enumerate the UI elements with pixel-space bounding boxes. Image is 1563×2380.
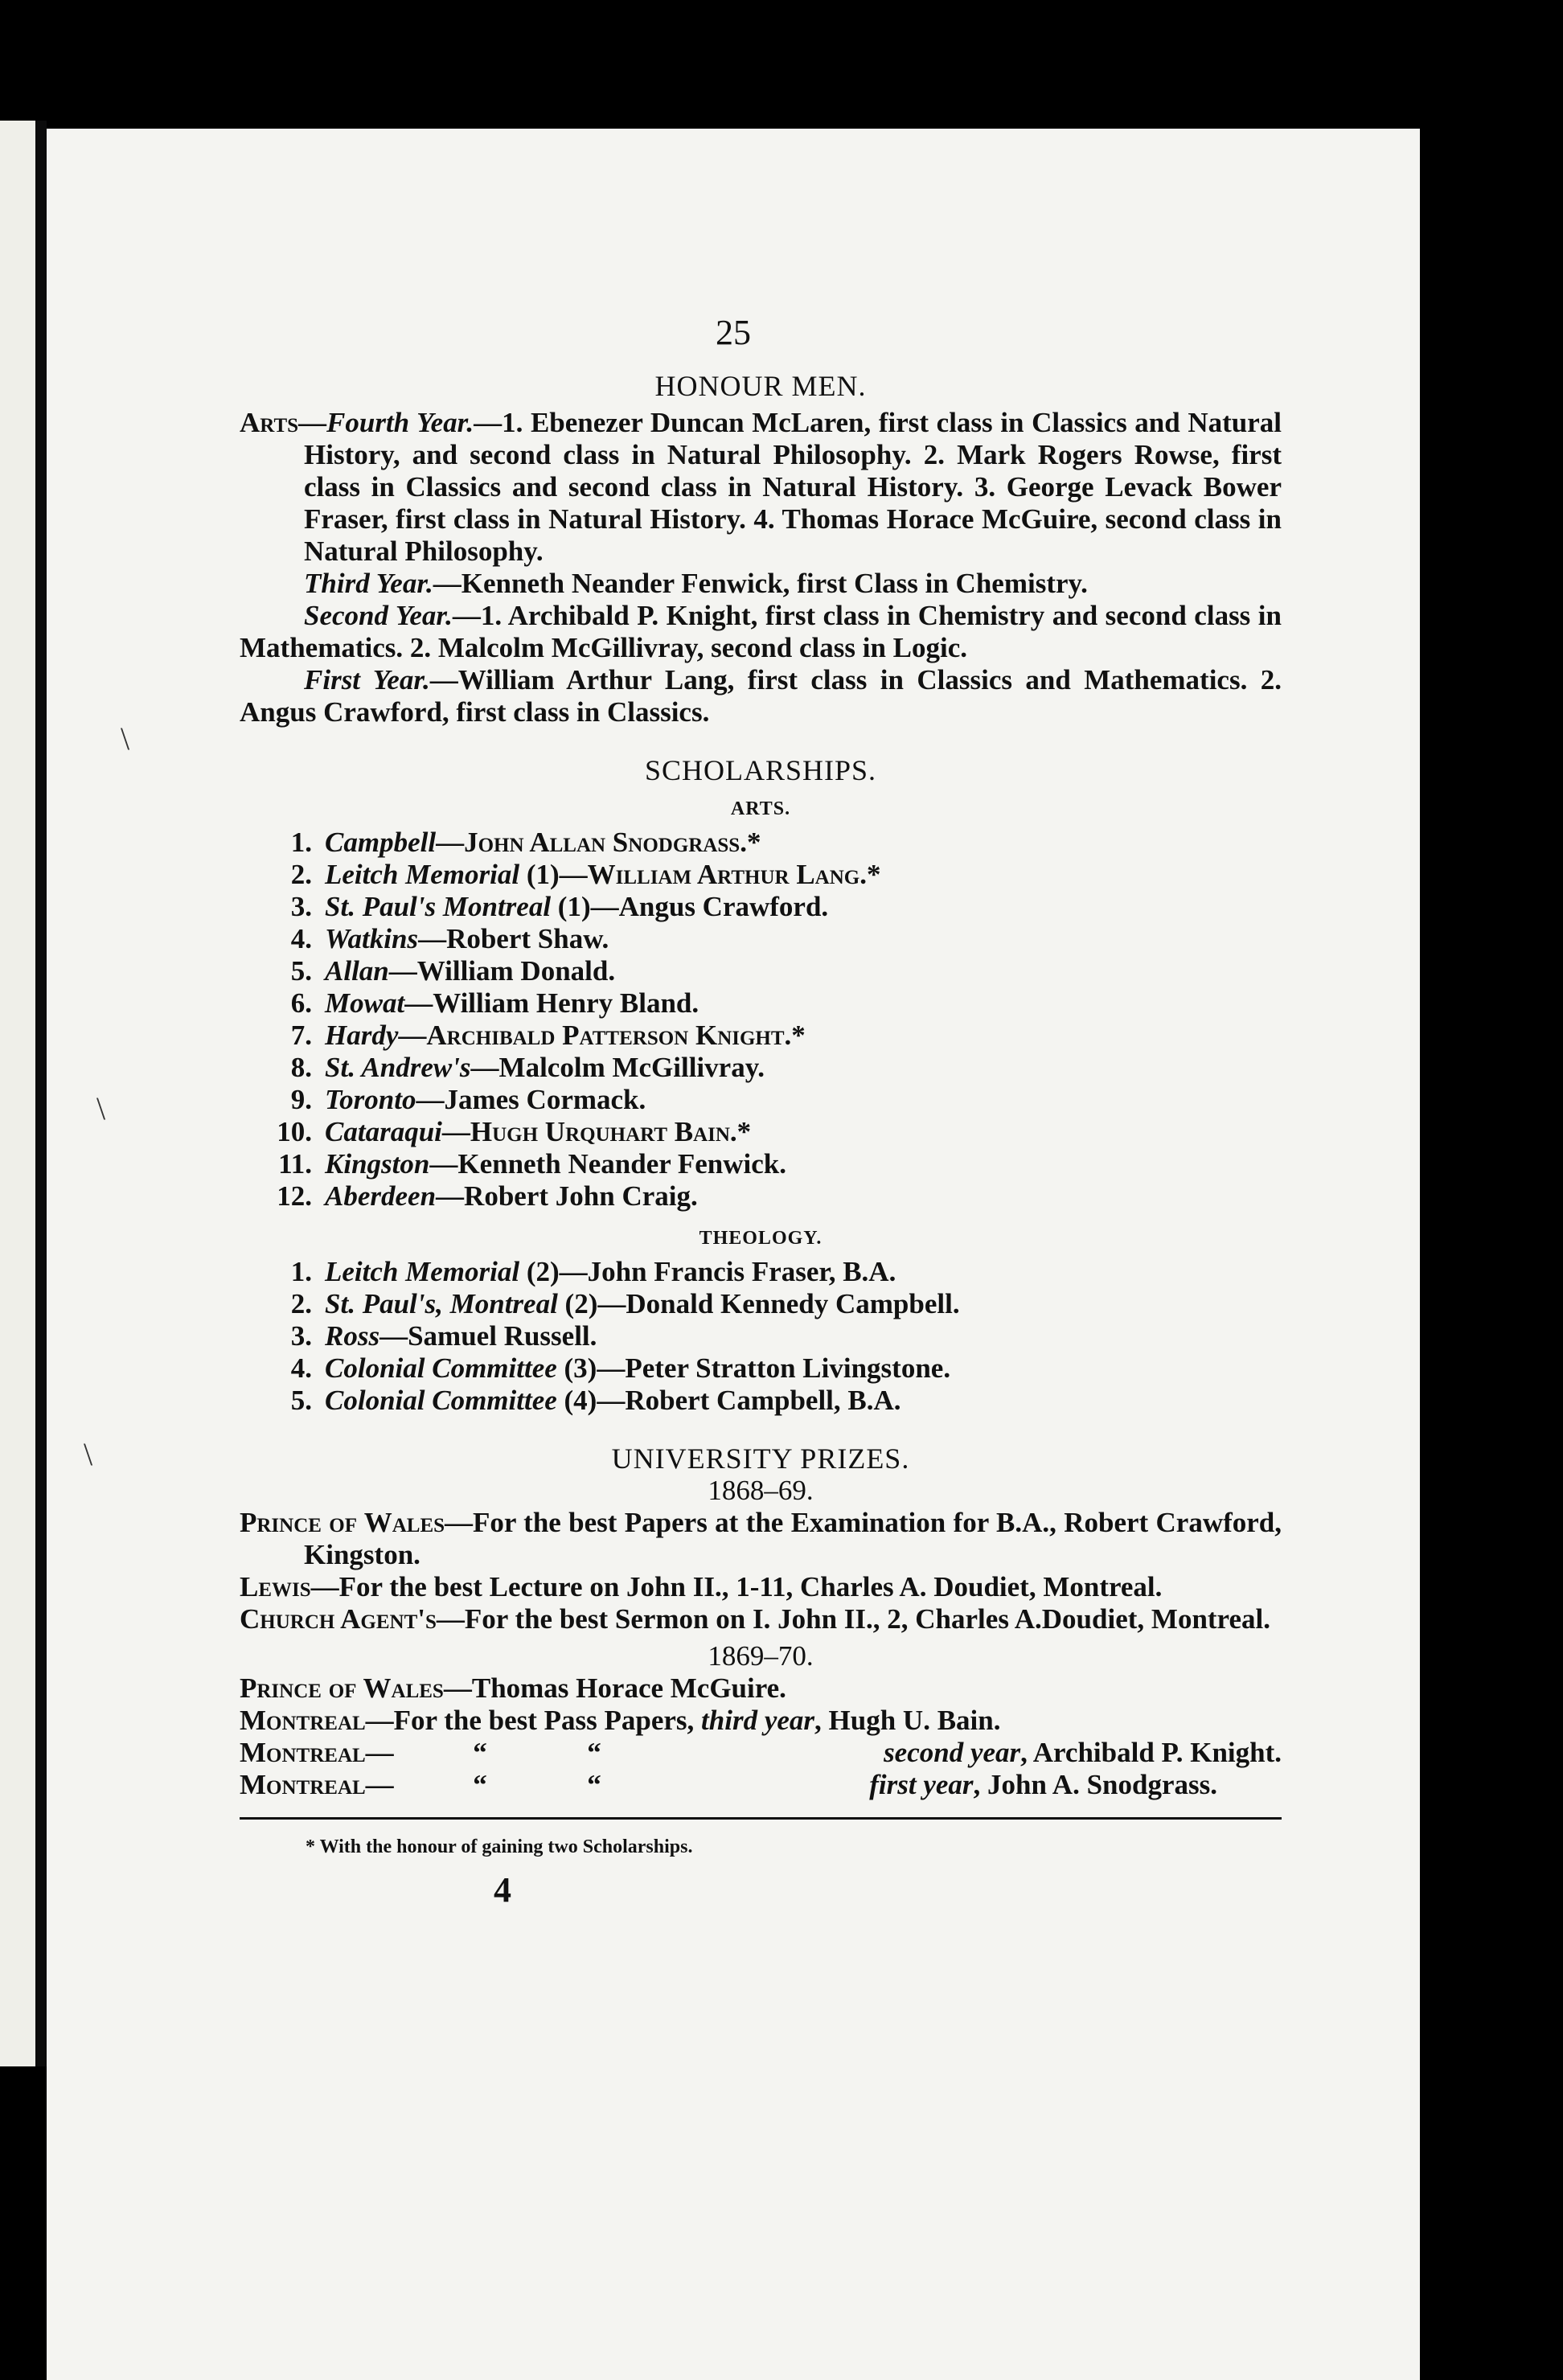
prize-name: Montreal— [240, 1769, 394, 1800]
scholarship-name: Aberdeen [325, 1180, 437, 1212]
scholarship-suffix: — [470, 1052, 499, 1083]
scholarship-suffix: — [441, 1116, 470, 1147]
prize-text: —For the best Papers at the Examination for B.A., Robert Crawford, Kingston. [304, 1507, 1282, 1570]
scholarship-name: Colonial Committee [325, 1352, 557, 1384]
honour-men-heading: HONOUR MEN. [654, 370, 867, 402]
scholarship-name: Campbell [325, 827, 437, 858]
item-number: 12. [277, 1180, 312, 1212]
prize-name: Church Agent's [240, 1603, 437, 1635]
prize-text: —For the best Lecture on John II., 1-11, Charles A. Doudiet, Montreal. [310, 1571, 1163, 1602]
book-page [47, 129, 1420, 2380]
second-year [240, 600, 1282, 664]
item-number: 10. [277, 1116, 312, 1147]
scholarship-item [240, 1288, 1282, 1320]
scholarship-holder: William Henry Bland. [433, 987, 699, 1019]
prize-year-label: first year [869, 1769, 974, 1800]
prize-text [651, 1737, 1282, 1769]
scholarship-suffix: — [416, 1084, 445, 1115]
scholarship-name: Watkins [325, 923, 419, 954]
item-number: 5. [290, 955, 312, 987]
prize-entry [240, 1603, 1282, 1635]
scholarship-holder: Peter Stratton Livingstone. [625, 1352, 951, 1384]
item-body [325, 1385, 901, 1417]
prize-name: Montreal [240, 1705, 366, 1736]
prize-year-1868: 1868–69. [708, 1475, 814, 1506]
item-body [325, 827, 761, 859]
first-year-text: —William Arthur Lang, first class in Classics and Mathematics. 2. Angus Crawford, first class in Classics. [240, 664, 1282, 728]
scholarship-suffix: — [398, 1020, 427, 1051]
scholarship-holder: Angus Crawford. [618, 891, 829, 922]
scholarship-item [240, 987, 1282, 1020]
item-number: 6. [290, 987, 312, 1019]
scholarship-name: St. Paul's, Montreal [325, 1288, 558, 1319]
second-year-label: Second Year. [304, 600, 453, 631]
prize-entry [240, 1571, 1282, 1603]
scholarship-name: Kingston [325, 1148, 430, 1180]
ditto-mark: “ [473, 1769, 487, 1800]
scholarship-holder: Robert Shaw. [446, 923, 609, 954]
item-number: 2. [290, 1288, 312, 1319]
item-body [325, 1256, 896, 1288]
scholarship-suffix: (2)— [557, 1288, 626, 1319]
prizes-heading: UNIVERSITY PRIZES. [611, 1442, 910, 1475]
footnote-rule [240, 1817, 1282, 1820]
prize-name: Lewis [240, 1571, 311, 1602]
item-number: 2. [290, 859, 312, 890]
scholarship-item [240, 955, 1282, 987]
signature-mark: 4 [494, 1870, 511, 1910]
scholarship-item [240, 1385, 1282, 1417]
item-body [325, 1288, 960, 1320]
scholarship-item [240, 827, 1282, 859]
second-year-text: —1. Archibald P. Knight, first class in Chemistry and second class in Mathematics. 2. Malcolm McGillivray, second class in Logic. [240, 600, 1282, 663]
footnote: * With the honour of gaining two Scholarships. [306, 1836, 693, 1857]
item-body [325, 859, 880, 891]
prize-list-1868 [240, 1507, 1282, 1635]
prize-year-label: second year [884, 1737, 1021, 1768]
prize-name: Montreal— [240, 1737, 394, 1768]
prize-text: —For the best Sermon on I. John II., 2, Charles A.Doudiet, Montreal. [436, 1603, 1270, 1635]
scholarship-item [240, 1020, 1282, 1052]
scholarship-holder: John Allan Snodgrass.* [464, 827, 761, 858]
scholarship-suffix: (4)— [556, 1385, 626, 1416]
scholarship-item [240, 1052, 1282, 1084]
item-body [325, 1020, 806, 1052]
scholarship-name: Colonial Committee [325, 1385, 557, 1416]
scholarship-suffix: — [388, 955, 417, 987]
theology-heading: THEOLOGY. [699, 1228, 823, 1249]
item-body [325, 1052, 765, 1084]
scholarship-item [240, 1148, 1282, 1180]
page-number: 25 [716, 313, 751, 352]
item-number: 1. [290, 827, 312, 858]
item-number: 11. [278, 1148, 312, 1180]
scholarship-holder: Robert John Craig. [464, 1180, 698, 1212]
item-number: 1. [290, 1256, 312, 1287]
margin-mark: \ [96, 1090, 106, 1126]
scholarship-name: St. Andrew's [325, 1052, 471, 1083]
item-number: 7. [290, 1020, 312, 1051]
item-body [325, 1320, 597, 1352]
scholarship-holder: Robert Campbell, B.A. [625, 1385, 901, 1416]
arts-scholarship-list [240, 827, 1282, 1213]
scholarship-item [240, 1084, 1282, 1116]
scholarship-name: St. Paul's Montreal [325, 891, 552, 922]
prize-holder: , John A. Snodgrass. [973, 1769, 1217, 1800]
first-year-label: First Year. [304, 664, 430, 696]
item-body [325, 1352, 950, 1385]
arts-heading: ARTS. [730, 798, 791, 819]
scholarship-holder: William Arthur Lang.* [587, 859, 881, 890]
item-body [325, 1084, 646, 1116]
scholarship-suffix: — [429, 1148, 458, 1180]
theology-scholarship-list [240, 1256, 1282, 1417]
margin-mark: \ [121, 720, 130, 757]
item-number: 4. [290, 923, 312, 954]
scholarship-holder: John Francis Fraser, B.A. [587, 1256, 896, 1287]
scholarship-holder: Donald Kennedy Campbell. [626, 1288, 960, 1319]
scholarship-name: Leitch Memorial [325, 1256, 520, 1287]
prize-entry [240, 1507, 1282, 1571]
prize-name: Prince of Wales [240, 1672, 444, 1704]
scholarship-name: Cataraqui [325, 1116, 442, 1147]
prize-montreal-third-year [240, 1705, 1282, 1737]
item-number: 8. [290, 1052, 312, 1083]
scholarship-item [240, 1352, 1282, 1385]
prize-year-label: third year [701, 1705, 815, 1736]
margin-mark: \ [84, 1436, 93, 1472]
item-body [325, 955, 615, 987]
item-body [325, 1116, 751, 1148]
first-year [240, 664, 1282, 728]
scholarship-suffix: — [436, 1180, 465, 1212]
item-number: 5. [290, 1385, 312, 1416]
scholarship-item [240, 923, 1282, 955]
arts-fourth-year: Arts—Fourth Year.—1. Ebenezer Duncan McLaren, first class in Classics and Natural History, and second class in Natural Philosophy. 2. Mark Rogers Rowse, first class in Classics and second class in Natural History. 3. George Levack Bower Fraser, first class in Natural History. 4. Thomas Horace McGuire, second class in Natural Philosophy. [240, 407, 1282, 567]
item-number: 3. [290, 891, 312, 922]
scholarship-item [240, 1320, 1282, 1352]
prize-montreal-first-year [240, 1769, 1282, 1801]
scholarship-name: Allan [325, 955, 389, 987]
scholarship-holder: James Cormack. [444, 1084, 646, 1115]
scholarship-item [240, 1256, 1282, 1288]
page-body [240, 370, 1282, 1910]
left-page-edge [0, 121, 39, 2066]
scholarship-name: Toronto [325, 1084, 416, 1115]
item-number: 4. [290, 1352, 312, 1384]
scholarship-suffix: — [418, 923, 447, 954]
prize-text: —For the best Pass Papers, [365, 1705, 702, 1736]
item-body [325, 987, 699, 1020]
scholarship-holder: Archibald Patterson Knight.* [426, 1020, 806, 1051]
scholarship-suffix: — [404, 987, 433, 1019]
third-year [240, 568, 1282, 600]
scholarship-name: Leitch Memorial [325, 859, 520, 890]
scholarship-item [240, 859, 1282, 891]
scholarship-holder: Malcolm McGillivray. [498, 1052, 765, 1083]
scholarship-name: Ross [325, 1320, 380, 1352]
ditto-mark: “ [587, 1769, 601, 1800]
scholarship-suffix: (2)— [519, 1256, 588, 1287]
prize-holder: , Hugh U. Bain. [814, 1705, 1001, 1736]
prize-prince-of-wales-1869 [240, 1672, 1282, 1705]
scholarship-name: Mowat [325, 987, 405, 1019]
third-year-text: —Kenneth Neander Fenwick, first Class in Chemistry. [433, 568, 1088, 599]
scholarship-item [240, 1116, 1282, 1148]
scholarship-holder: William Donald. [416, 955, 616, 987]
item-number: 9. [290, 1084, 312, 1115]
scholarship-item [240, 891, 1282, 923]
scholarship-suffix: (3)— [556, 1352, 626, 1384]
item-body [325, 923, 609, 955]
scholarship-suffix: — [379, 1320, 408, 1352]
fourth-year-label: Fourth Year. [326, 407, 474, 438]
prize-name: Prince of Wales [240, 1507, 445, 1538]
prize-montreal-second-year [240, 1737, 1282, 1769]
item-number: 3. [290, 1320, 312, 1352]
scholarship-suffix: (1)— [519, 859, 588, 890]
scholarship-holder: Kenneth Neander Fenwick. [457, 1148, 787, 1180]
scholarship-holder: Samuel Russell. [408, 1320, 597, 1352]
prize-text [651, 1769, 1282, 1801]
scholarship-name: Hardy [325, 1020, 399, 1051]
fourth-year-text: —1. Ebenezer Duncan McLaren, first class in Classics and Natural History, and second class in Natural Philosophy. 2. Mark Rogers Rowse, first class in Classics and second class in Natural History. 3. George Levack Bower Fraser, first class in Natural History. 4. Thomas Horace McGuire, second class in Natural Philosophy. [304, 407, 1282, 567]
spine-gap [35, 121, 47, 2066]
scholarships-heading: SCHOLARSHIPS. [644, 754, 877, 786]
prize-holder: , Archibald P. Knight. [1020, 1737, 1282, 1768]
scholarship-item [240, 1180, 1282, 1213]
item-body [325, 1148, 786, 1180]
scholarship-suffix: (1)— [551, 891, 619, 922]
arts-label: Arts [240, 407, 299, 438]
prize-year-1869: 1869–70. [708, 1640, 814, 1672]
item-body [325, 1180, 698, 1213]
scholarship-holder: Hugh Urquhart Bain.* [470, 1116, 752, 1147]
item-body [325, 891, 828, 923]
ditto-mark: “ [587, 1737, 601, 1768]
third-year-label: Third Year. [304, 568, 433, 599]
prize-text: —Thomas Horace McGuire. [443, 1672, 786, 1704]
scholarship-suffix: — [436, 827, 465, 858]
ditto-mark: “ [473, 1737, 487, 1768]
